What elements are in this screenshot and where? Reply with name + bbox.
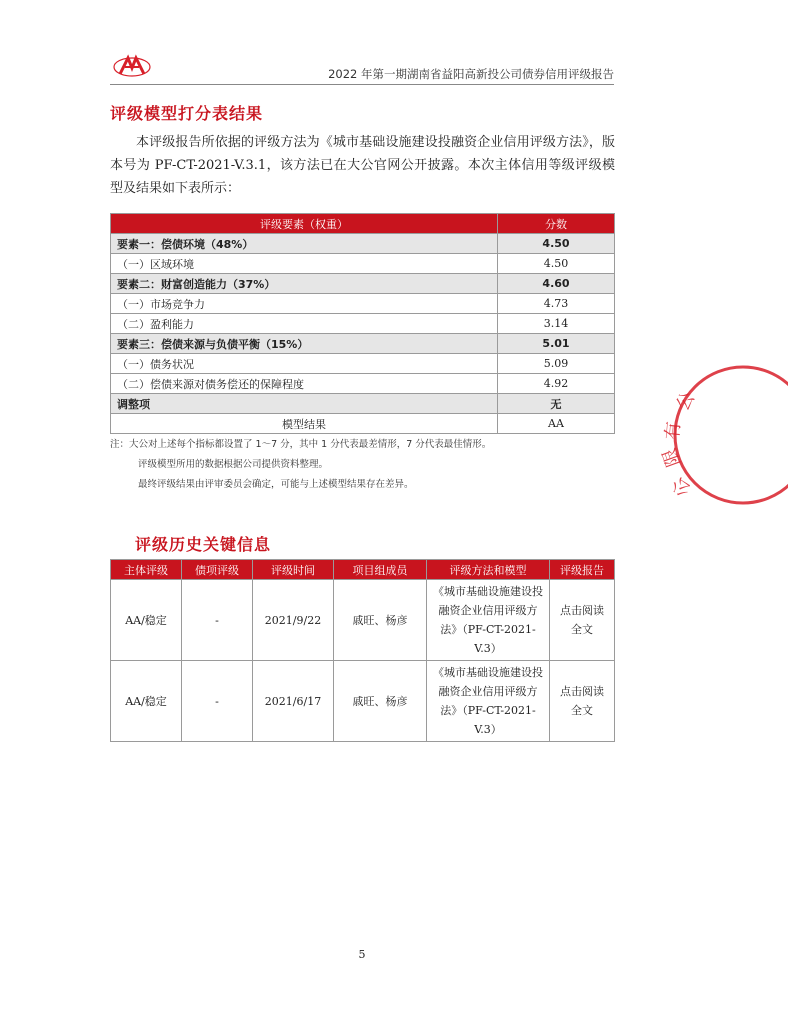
- rating-history-table: [110, 559, 615, 742]
- table-row: [111, 661, 615, 742]
- factor-label: （二）偿债来源对债务偿还的保障程度: [111, 374, 498, 394]
- rating-date: 2021/6/17: [253, 661, 334, 742]
- header-score: 分数: [498, 214, 615, 234]
- page-number: 5: [358, 948, 366, 961]
- factor-label: 要素二：财富创造能力（37%）: [111, 274, 498, 294]
- svg-text:有: 有: [662, 420, 685, 441]
- header-bond-rating: 债项评级: [182, 560, 253, 580]
- factor-label: （二）盈利能力: [111, 314, 498, 334]
- issuer-rating: AA/稳定: [111, 580, 182, 661]
- svg-text:公: 公: [672, 388, 700, 415]
- factor-label: （一）债务状况: [111, 354, 498, 374]
- table-row: [111, 580, 615, 661]
- factor-label: 要素一：偿债环境（48%）: [111, 234, 498, 254]
- model-score-table: [110, 213, 615, 434]
- dagong-logo-icon: [112, 54, 152, 78]
- svg-text:公: 公: [667, 472, 696, 501]
- factor-label: 模型结果: [111, 414, 498, 434]
- table-row: [111, 254, 615, 274]
- table-row: [111, 314, 615, 334]
- bond-rating: -: [182, 661, 253, 742]
- bond-rating: -: [182, 580, 253, 661]
- rating-method: 《城市基础设施建设投融资企业信用评级方法》（PF-CT-2021-V.3）: [427, 661, 550, 742]
- rating-date: 2021/9/22: [253, 580, 334, 661]
- table-notes: [110, 435, 491, 495]
- team-members: 戚旺、杨彦: [334, 661, 427, 742]
- table-row: [111, 294, 615, 314]
- factor-score: 5.01: [498, 334, 615, 354]
- section-title-rating-history: 评级历史关键信息: [135, 535, 272, 554]
- table-header-row: [111, 214, 615, 234]
- team-members: 戚旺、杨彦: [334, 580, 427, 661]
- factor-label: 调整项: [111, 394, 498, 414]
- factor-score: AA: [498, 414, 615, 434]
- factor-score: 4.73: [498, 294, 615, 314]
- table-row: [111, 414, 615, 434]
- factor-score: 4.50: [498, 234, 615, 254]
- factor-score: 无: [498, 394, 615, 414]
- table-row: [111, 274, 615, 294]
- read-report-link[interactable]: 点击阅读全文: [550, 661, 615, 742]
- header-factor: 评级要素（权重）: [111, 214, 498, 234]
- table-row: [111, 374, 615, 394]
- header-report: 评级报告: [550, 560, 615, 580]
- factor-score: 4.92: [498, 374, 615, 394]
- header-issuer-rating: 主体评级: [111, 560, 182, 580]
- table-row: [111, 334, 615, 354]
- table-row: [111, 394, 615, 414]
- note-line: 评级模型所用的数据根据公司提供资料整理。: [138, 459, 329, 470]
- table-row: [111, 354, 615, 374]
- company-seal-stamp: [658, 360, 788, 510]
- factor-score: 4.60: [498, 274, 615, 294]
- header-rating-date: 评级时间: [253, 560, 334, 580]
- rating-method: 《城市基础设施建设投融资企业信用评级方法》（PF-CT-2021-V.3）: [427, 580, 550, 661]
- factor-label: 要素三：偿债来源与负债平衡（15%）: [111, 334, 498, 354]
- issuer-rating: AA/稳定: [111, 661, 182, 742]
- section-title-model-results: 评级模型打分表结果: [110, 104, 264, 123]
- header-team-members: 项目组成员: [334, 560, 427, 580]
- factor-score: 5.09: [498, 354, 615, 374]
- header-method: 评级方法和模型: [427, 560, 550, 580]
- factor-score: 4.50: [498, 254, 615, 274]
- factor-score: 3.14: [498, 314, 615, 334]
- factor-label: （一）市场竞争力: [111, 294, 498, 314]
- read-report-link[interactable]: 点击阅读全文: [550, 580, 615, 661]
- factor-label: （一）区域环境: [111, 254, 498, 274]
- note-line: 注：大公对上述每个指标都设置了 1～7 分，其中 1 分代表最差情形，7 分代表最佳情形。: [110, 439, 492, 450]
- intro-paragraph: 本评级报告所依据的评级方法为《城市基础设施建设投融资企业信用评级方法》，版本号为 PF-CT-2021-V.3.1，该方法已在大公官网公开披露。本次主体信用等级评级模型及结果如下表所示：: [110, 135, 615, 196]
- table-header-row: [111, 560, 615, 580]
- note-line: 最终评级结果由评审委员会确定，可能与上述模型结果存在差异。: [138, 479, 414, 490]
- header-divider: [110, 84, 614, 85]
- table-row: [111, 234, 615, 254]
- report-header-title: 2022 年第一期湖南省益阳高新投公司债券信用评级报告: [328, 67, 614, 81]
- svg-text:限: 限: [658, 445, 685, 470]
